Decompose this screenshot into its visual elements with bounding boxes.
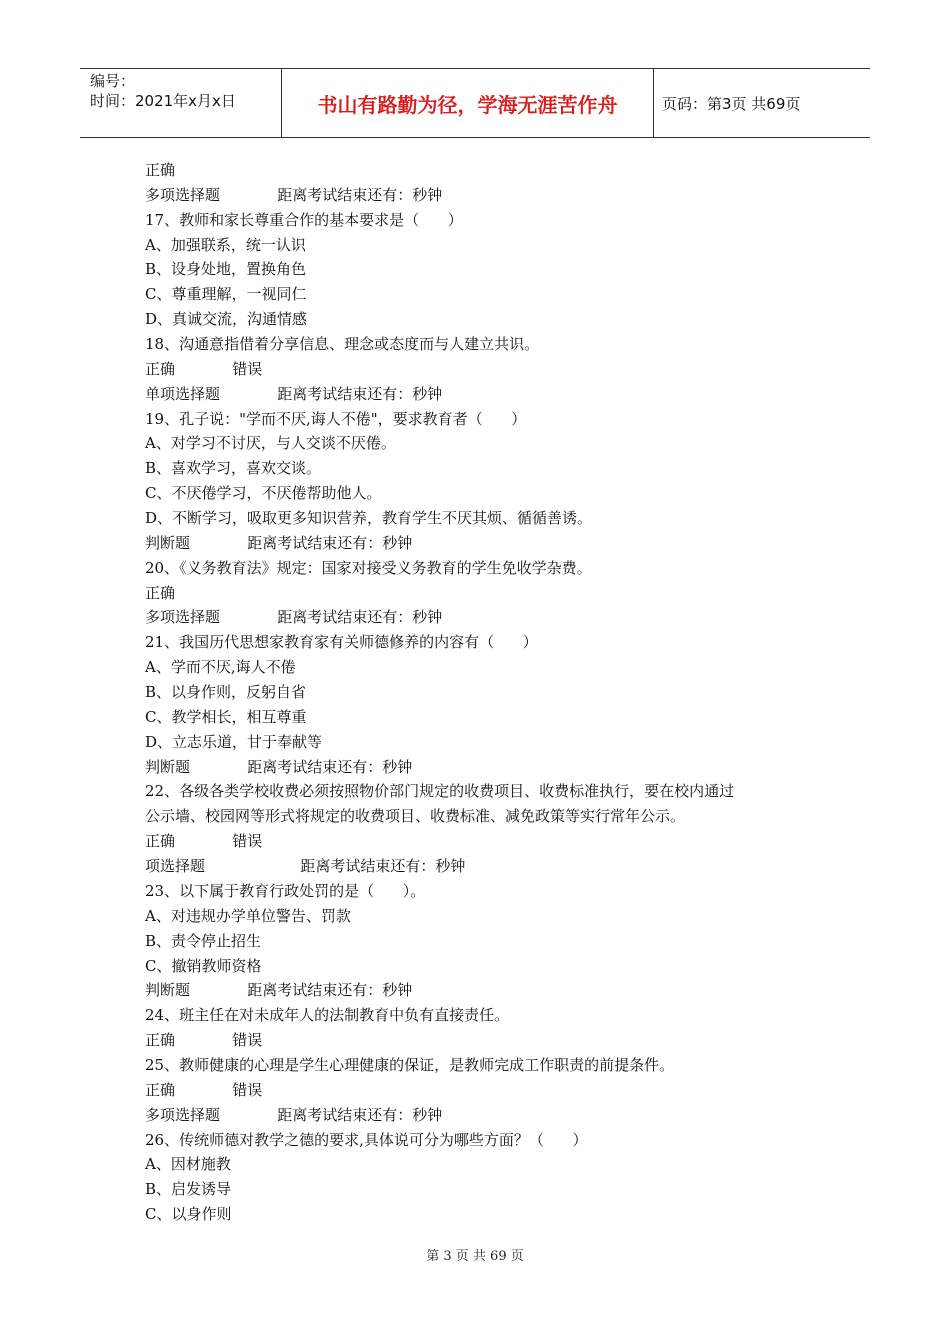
- document-line: C、尊重理解，一视同仁: [145, 285, 307, 304]
- document-line: D、立志乐道，甘于奉献等: [145, 732, 323, 751]
- document-line: 25、教师健康的心理是学生心理健康的保证，是教师完成工作职责的前提条件。: [145, 1055, 675, 1074]
- document-line: 多项选择题 距离考试结束还有：秒钟: [145, 185, 443, 204]
- document-line: 正确 错误: [145, 1031, 263, 1050]
- document-line: 正确 错误: [145, 359, 263, 378]
- document-line: B、责令停止招生: [145, 931, 262, 950]
- document-body: [145, 158, 845, 1227]
- time-label: 时间：2021年x月x日: [90, 92, 236, 110]
- document-line: 公示墙、校园网等形式将规定的收费项目、收费标准、减免政策等实行常年公示。: [145, 807, 686, 826]
- header-meta: [80, 69, 282, 137]
- page-header: [80, 68, 870, 138]
- document-line: 单项选择题 距离考试结束还有：秒钟: [145, 384, 443, 403]
- number-label: 编号：: [90, 72, 136, 90]
- document-line: 判断题 距离考试结束还有：秒钟: [145, 533, 413, 552]
- document-line: A、学而不厌,诲人不倦: [145, 658, 296, 677]
- document-line: A、对学习不讨厌，与人交谈不厌倦。: [145, 434, 396, 453]
- page-footer: 第 3 页 共 69 页: [426, 1249, 524, 1264]
- document-line: 项选择题 距离考试结束还有：秒钟: [145, 857, 466, 876]
- document-line: D、真诚交流，沟通情感: [145, 310, 308, 329]
- document-line: B、启发诱导: [145, 1180, 232, 1199]
- document-line: B、设身处地，置换角色: [145, 260, 307, 279]
- document-line: 正确 错误: [145, 832, 263, 851]
- document-line: 20、《义务教育法》规定：国家对接受义务教育的学生免收学杂费。: [145, 558, 592, 577]
- document-line: A、加强联系，统一认识: [145, 235, 306, 254]
- document-line: 22、各级各类学校收费必须按照物价部门规定的收费项目、收费标准执行，要在校内通过: [145, 782, 735, 801]
- header-page-info: 页码：第3页 共69页: [662, 94, 801, 113]
- document-line: 正确: [145, 161, 176, 179]
- document-line: D、不断学习，吸取更多知识营养，教育学生不厌其烦、循循善诱。: [145, 509, 593, 528]
- document-line: C、教学相长，相互尊重: [145, 707, 307, 726]
- document-line: 26、传统师德对教学之德的要求,具体说可分为哪些方面？（ ）: [145, 1130, 588, 1149]
- document-line: B、喜欢学习，喜欢交谈。: [145, 459, 322, 478]
- document-line: A、对违规办学单位警告、罚款: [145, 906, 351, 925]
- document-line: A、因材施教: [145, 1155, 231, 1174]
- document-line: 判断题 距离考试结束还有：秒钟: [145, 981, 413, 1000]
- document-line: 21、我国历代思想家教育家有关师德修养的内容有（ ）: [145, 633, 538, 652]
- document-line: 23、以下属于教育行政处罚的是（ ）。: [145, 881, 426, 900]
- document-line: 19、孔子说："学而不厌,诲人不倦"，要求教育者（ ）: [145, 409, 527, 428]
- document-line: 正确 错误: [145, 1080, 263, 1099]
- document-line: C、以身作则: [145, 1205, 232, 1224]
- document-line: 判断题 距离考试结束还有：秒钟: [145, 757, 413, 776]
- document-line: 多项选择题 距离考试结束还有：秒钟: [145, 1105, 443, 1124]
- document-line: B、以身作则，反躬自省: [145, 683, 307, 702]
- document-line: 17、教师和家长尊重合作的基本要求是（ ）: [145, 210, 463, 229]
- document-line: C、不厌倦学习，不厌倦帮助他人。: [145, 484, 382, 503]
- document-line: C、撤销教师资格: [145, 956, 262, 975]
- document-line: 正确: [145, 583, 176, 602]
- document-line: 24、班主任在对未成年人的法制教育中负有直接责任。: [145, 1006, 510, 1025]
- document-line: 18、沟通意指借着分享信息、理念或态度而与人建立共识。: [145, 335, 540, 354]
- header-motto: 书山有路勤为径，学海无涯苦作舟: [282, 69, 654, 137]
- document-line: 多项选择题 距离考试结束还有：秒钟: [145, 608, 443, 627]
